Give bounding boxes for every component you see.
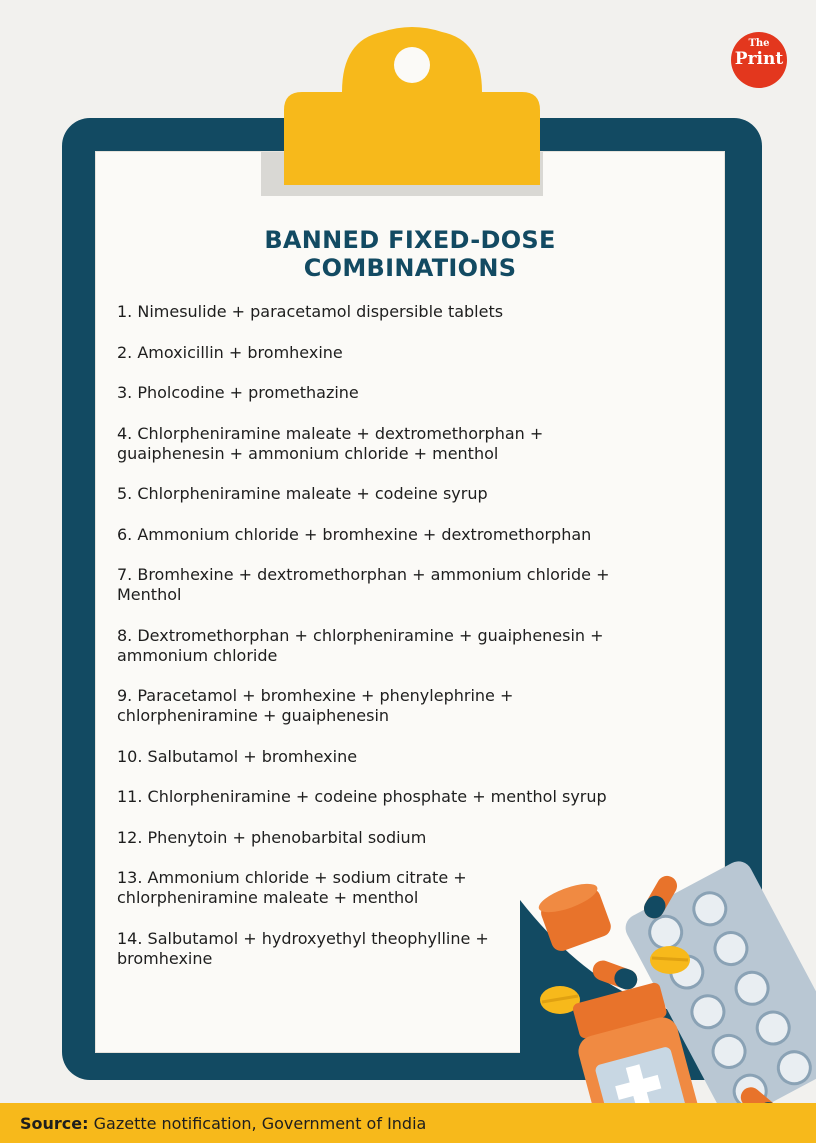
list-item-line: 4. Chlorpheniramine maleate + dextromethorphan + xyxy=(117,423,544,443)
list-item-line: bromhexine xyxy=(117,948,213,968)
list-item xyxy=(117,565,677,605)
list-item xyxy=(117,828,677,848)
list-item xyxy=(117,484,677,504)
capsule-icon xyxy=(590,958,640,993)
list-item-line: 6. Ammonium chloride + bromhexine + dextromethorphan xyxy=(117,524,592,544)
source-footer xyxy=(0,1103,816,1143)
list-item-line: Menthol xyxy=(117,585,182,604)
list-item-line: 13. Ammonium chloride + sodium citrate + xyxy=(117,868,467,887)
list-item xyxy=(117,343,677,363)
list-item xyxy=(117,747,677,767)
list-item xyxy=(117,383,677,403)
list-item xyxy=(117,626,677,666)
list-item xyxy=(117,525,677,545)
list-item-line: 10. Salbutamol + bromhexine xyxy=(117,746,358,766)
list-item-line: 14. Salbutamol + hydroxyethyl theophylline + xyxy=(117,928,489,948)
list-item-line: 3. Pholcodine + promethazine xyxy=(117,383,359,402)
list-item-line: 5. Chlorpheniramine maleate + codeine syrup xyxy=(117,484,488,503)
list-item-line: 2. Amoxicillin + bromhexine xyxy=(117,342,343,362)
list-item-line: ammonium chloride xyxy=(117,645,278,665)
list-item-line: 8. Dextromethorphan + chlorpheniramine + guaiphenesin + xyxy=(117,625,604,645)
source-value: Gazette notification, Government of India xyxy=(88,1114,427,1133)
title-line-1: BANNED FIXED-DOSE xyxy=(264,226,556,254)
list-item xyxy=(117,424,677,464)
clipboard-clip-icon xyxy=(282,20,542,187)
list-item-line: chlorpheniramine maleate + menthol xyxy=(117,888,419,907)
list-item-line: guaiphenesin + ammonium chloride + menthol xyxy=(117,443,499,463)
list-item-line: 7. Bromhexine + dextromethorphan + ammonium chloride + xyxy=(117,565,610,584)
list-item xyxy=(117,302,677,322)
page-title xyxy=(96,226,724,282)
pills-illustration xyxy=(520,850,816,1143)
source-text xyxy=(20,1114,426,1134)
list-item xyxy=(117,787,677,807)
theprint-logo: The Print xyxy=(731,32,787,88)
list-item xyxy=(117,686,677,726)
list-item-line: 12. Phenytoin + phenobarbital sodium xyxy=(117,827,427,847)
list-item-line: 1. Nimesulide + paracetamol dispersible tablets xyxy=(117,302,504,321)
list-item-line: 9. Paracetamol + bromhexine + phenylephrine + xyxy=(117,686,514,705)
list-item-line: 11. Chlorpheniramine + codeine phosphate + menthol syrup xyxy=(117,787,607,806)
title-line-2: COMBINATIONS xyxy=(303,254,517,282)
list-item-line: chlorpheniramine + guaiphenesin xyxy=(117,706,390,725)
bottle-cap-icon xyxy=(536,878,614,954)
source-label: Source: xyxy=(20,1114,89,1133)
